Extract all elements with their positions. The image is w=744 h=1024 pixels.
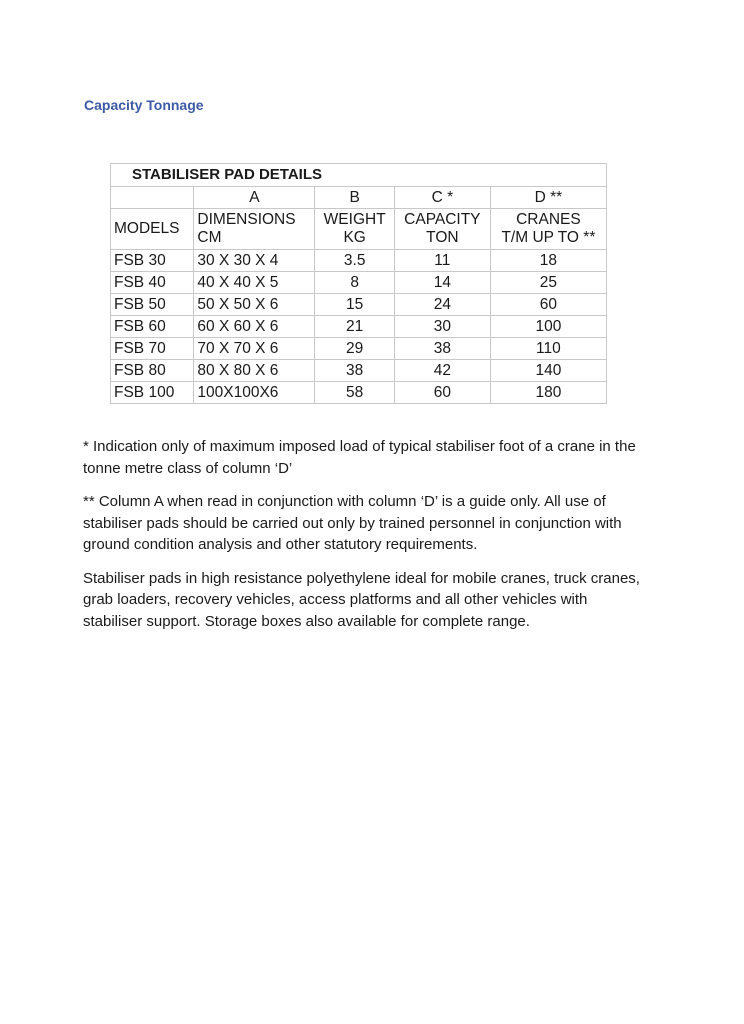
footnote-double-asterisk: ** Column A when read in conjunction with column ‘D’ is a guide only. All use of stabiliser pads should be carried out only by trained personnel in conjunction with ground condition analysis and other statutory requirements. — [83, 493, 622, 553]
cell-cranes: 25 — [490, 272, 606, 294]
cell-capacity: 14 — [394, 272, 490, 294]
header-models: MODELS — [111, 209, 194, 250]
cell-capacity: 38 — [394, 338, 490, 360]
header-dimensions-line1: DIMENSIONS — [197, 211, 296, 228]
header-dimensions — [194, 209, 315, 250]
footnote-single-asterisk: * Indication only of maximum imposed load of typical stabiliser foot of a crane in the tonne metre class of column ‘D’ — [83, 438, 636, 477]
cell-cranes: 18 — [490, 250, 606, 272]
cell-capacity: 60 — [394, 382, 490, 404]
cell-dimensions: 70 X 70 X 6 — [194, 338, 315, 360]
header-dimensions-line2: CM — [197, 229, 222, 246]
cell-dimensions: 60 X 60 X 6 — [194, 316, 315, 338]
notes-section — [83, 436, 643, 644]
header-capacity-line1: CAPACITY — [404, 211, 481, 228]
table-row — [111, 338, 607, 360]
cell-capacity: 42 — [394, 360, 490, 382]
cell-model: FSB 30 — [111, 250, 194, 272]
cell-model: FSB 50 — [111, 294, 194, 316]
cell-weight: 58 — [315, 382, 394, 404]
cell-weight: 21 — [315, 316, 394, 338]
header-cranes — [490, 209, 606, 250]
header-cranes-line1: CRANES — [516, 211, 581, 228]
cell-model: FSB 40 — [111, 272, 194, 294]
cell-dimensions: 100X100X6 — [194, 382, 315, 404]
table-row — [111, 272, 607, 294]
column-letter-a: A — [194, 187, 315, 209]
header-capacity — [394, 209, 490, 250]
table-title: STABILISER PAD DETAILS — [111, 164, 607, 187]
column-letter-d: D ** — [490, 187, 606, 209]
stabiliser-pad-table — [110, 163, 607, 404]
letter-blank-cell — [111, 187, 194, 209]
cell-capacity: 24 — [394, 294, 490, 316]
header-weight-line1: WEIGHT — [323, 211, 386, 228]
product-description: Stabiliser pads in high resistance polyethylene ideal for mobile cranes, truck cranes, grab loaders, recovery vehicles, access platforms and all other vehicles with stabiliser support. Storage boxes also available for complete range. — [83, 569, 640, 630]
cell-cranes: 110 — [490, 338, 606, 360]
cell-model: FSB 80 — [111, 360, 194, 382]
header-weight-line2: KG — [343, 229, 366, 246]
table-row — [111, 250, 607, 272]
cell-dimensions: 30 X 30 X 4 — [194, 250, 315, 272]
table-row — [111, 360, 607, 382]
cell-weight: 38 — [315, 360, 394, 382]
table-row — [111, 316, 607, 338]
cell-model: FSB 60 — [111, 316, 194, 338]
cell-cranes: 60 — [490, 294, 606, 316]
cell-dimensions: 80 X 80 X 6 — [194, 360, 315, 382]
table-row — [111, 382, 607, 404]
cell-dimensions: 40 X 40 X 5 — [194, 272, 315, 294]
column-letter-c: C * — [394, 187, 490, 209]
cell-cranes: 140 — [490, 360, 606, 382]
cell-weight: 3.5 — [315, 250, 394, 272]
cell-weight: 8 — [315, 272, 394, 294]
header-weight — [315, 209, 394, 250]
cell-weight: 15 — [315, 294, 394, 316]
table-row — [111, 294, 607, 316]
cell-cranes: 100 — [490, 316, 606, 338]
cell-capacity: 30 — [394, 316, 490, 338]
header-cranes-line2: T/M UP TO ** — [501, 229, 596, 246]
column-letter-b: B — [315, 187, 394, 209]
page-heading: Capacity Tonnage — [84, 97, 204, 113]
cell-capacity: 11 — [394, 250, 490, 272]
cell-dimensions: 50 X 50 X 6 — [194, 294, 315, 316]
cell-model: FSB 100 — [111, 382, 194, 404]
header-capacity-line2: TON — [426, 229, 459, 246]
cell-model: FSB 70 — [111, 338, 194, 360]
cell-weight: 29 — [315, 338, 394, 360]
cell-cranes: 180 — [490, 382, 606, 404]
